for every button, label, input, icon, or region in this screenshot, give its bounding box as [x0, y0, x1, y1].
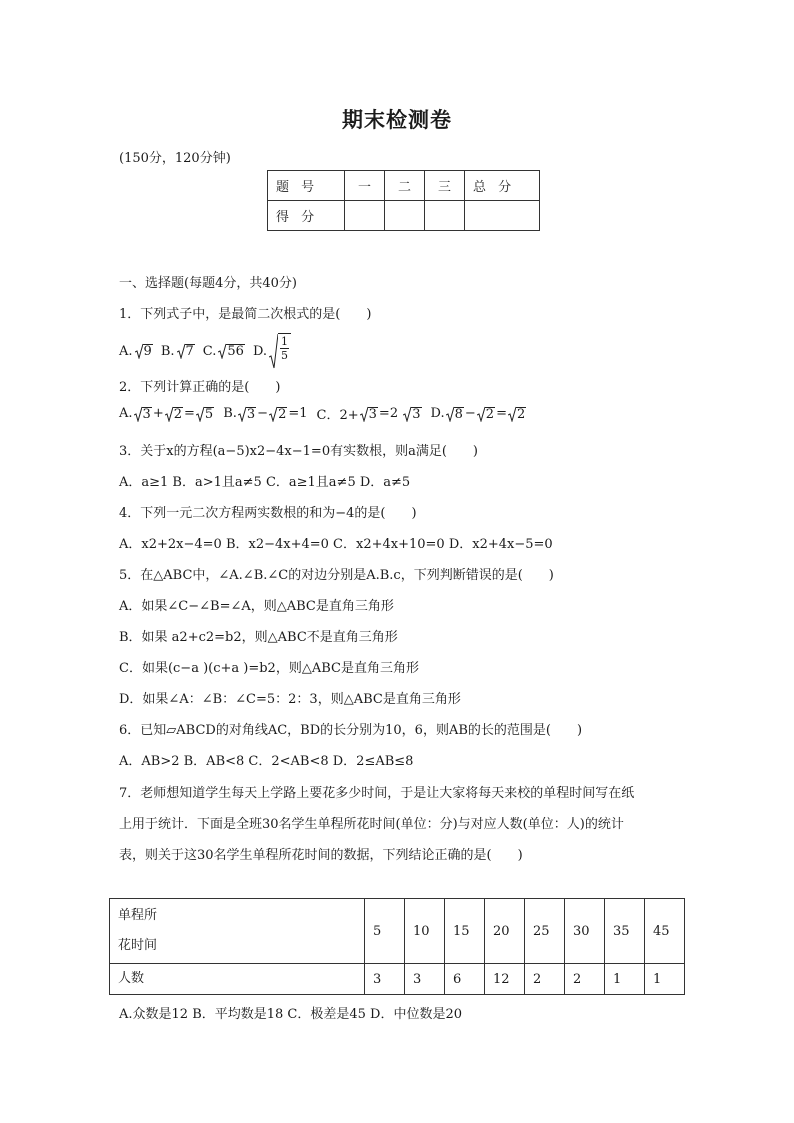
- radical: [238, 406, 256, 422]
- score-cell: 总 分: [465, 171, 540, 201]
- denominator: 5: [281, 349, 289, 362]
- radical-sign-icon: [508, 406, 516, 422]
- radical: [177, 343, 195, 359]
- radical-sign-icon: [135, 343, 143, 359]
- table-row: [110, 899, 685, 964]
- radical: [269, 406, 287, 422]
- score-cell: [425, 201, 465, 231]
- radicand: 9: [143, 344, 152, 359]
- radical: [477, 406, 495, 422]
- section-heading: 一、选择题(每题4分，共40分): [119, 276, 297, 291]
- option-label: B.: [223, 406, 237, 421]
- question-5-stem: 5．在△ABC中，∠A.∠B.∠C的对边分别是A.B.c，下列判断错误的是( ): [119, 568, 554, 583]
- radical-sign-icon: [165, 406, 173, 422]
- question-3-stem: 3．关于x的方程(a−5)x2−4x−1=0有实数根，则a满足( ): [119, 444, 478, 459]
- table-cell: 3: [365, 964, 405, 995]
- radicand: 3: [142, 406, 151, 422]
- operator: =2: [378, 406, 403, 421]
- radical-sign-icon: [403, 406, 411, 422]
- table-cell: 35: [605, 899, 645, 964]
- score-cell: 三: [425, 171, 465, 201]
- table-header-cell: [110, 899, 365, 964]
- question-5-option-d: D．如果∠A：∠B：∠C=5：2：3，则△ABC是直角三角形: [119, 692, 461, 707]
- score-cell: 二: [385, 171, 425, 201]
- radicand: 56: [227, 344, 244, 359]
- radical-sign-icon: [134, 406, 142, 422]
- radical: [134, 406, 152, 422]
- numerator: 1: [281, 335, 289, 348]
- question-4-options: A．x2+2x−4=0 B．x2−4x+4=0 C．x2+4x+10=0 D．x2+4x−5=0: [119, 537, 553, 552]
- score-table: [267, 170, 540, 231]
- header-line: 花时间: [118, 938, 158, 953]
- question-2-options: [119, 404, 526, 423]
- table-cell: 45: [645, 899, 685, 964]
- radicand: 2: [278, 406, 287, 422]
- header-line: 单程所: [118, 908, 158, 923]
- exam-subtitle: (150分，120分钟): [119, 151, 231, 166]
- radicand: 3: [412, 406, 421, 422]
- question-7-options: A.众数是12 B．平均数是18 C．极差是45 D．中位数是20: [119, 1007, 463, 1022]
- table-cell: 3: [405, 964, 445, 995]
- score-cell: 题 号: [268, 171, 345, 201]
- score-cell: [465, 201, 540, 231]
- radical: [165, 406, 183, 422]
- table-cell: 30: [565, 899, 605, 964]
- option-label: C．2+: [316, 408, 359, 423]
- operator: −: [464, 406, 476, 421]
- operator: −: [257, 406, 269, 421]
- radical-sign-icon: [238, 406, 246, 422]
- question-1-stem: 1．下列式子中，是最简二次根式的是( ): [119, 307, 372, 322]
- table-cell: 1: [645, 964, 685, 995]
- operator: +: [152, 406, 164, 421]
- operator: =: [496, 406, 507, 421]
- operator: =: [184, 406, 195, 421]
- score-cell: 得 分: [268, 201, 345, 231]
- radical-sign-icon: [269, 333, 278, 369]
- question-6-stem: 6．已知▱ABCD的对角线AC，BD的长分别为10，6，则AB的长的范围是( ): [119, 723, 583, 738]
- radicand: 2: [485, 406, 495, 422]
- radicand: 8: [454, 406, 463, 422]
- table-cell: 2: [525, 964, 565, 995]
- radical: [196, 406, 214, 422]
- radicand: 2: [516, 406, 526, 422]
- question-6-options: A．AB>2 B．AB<8 C．2<AB<8 D．2≤AB≤8: [119, 754, 414, 769]
- question-7-line-1: 7．老师想知道学生每天上学路上要花多少时间，于是让大家将每天来校的单程时间写在纸: [119, 786, 635, 801]
- question-7-line-3: 表，则关于这30名学生单程所花时间的数据，下列结论正确的是( ): [119, 848, 523, 863]
- question-1-options: [119, 333, 291, 369]
- score-table-row: [268, 201, 540, 231]
- table-row: [110, 964, 685, 995]
- table-cell: 10: [405, 899, 445, 964]
- question-3-options: A．a≥1 B．a>1且a≠5 C．a≥1且a≠5 D．a≠5: [119, 475, 411, 490]
- table-cell: 20: [485, 899, 525, 964]
- commute-time-table: [109, 898, 685, 995]
- table-cell: 15: [445, 899, 485, 964]
- option-label: B.: [160, 343, 175, 359]
- radical-sign-icon: [360, 406, 368, 422]
- radical: [403, 406, 421, 422]
- radical: [508, 406, 526, 422]
- question-5-option-c: C．如果(c−a )(c+a )=b2，则△ABC是直角三角形: [119, 661, 419, 676]
- radical-sign-icon: [196, 406, 204, 422]
- score-cell: [345, 201, 385, 231]
- score-table-row: [268, 171, 540, 201]
- radical-sign-icon: [177, 343, 185, 359]
- option-label: C.: [202, 343, 217, 359]
- radicand: 7: [185, 344, 194, 359]
- operator: =1: [288, 406, 308, 421]
- radical: [218, 343, 245, 359]
- radical-sign-icon: [218, 343, 226, 359]
- table-header-cell: 人数: [110, 964, 365, 995]
- radicand: 3: [368, 406, 377, 422]
- radicand: 3: [246, 406, 256, 422]
- exam-title: 期末检测卷: [342, 107, 452, 132]
- option-label: A.: [119, 406, 133, 421]
- table-cell: 6: [445, 964, 485, 995]
- radical-sign-icon: [477, 406, 485, 422]
- table-cell: 5: [365, 899, 405, 964]
- question-7-line-2: 上用于统计．下面是全班30名学生单程所花时间(单位：分)与对应人数(单位：人)的统计: [119, 817, 624, 832]
- question-5-option-b: B．如果 a2+c2=b2，则△ABC不是直角三角形: [119, 630, 398, 645]
- question-5-option-a: A．如果∠C−∠B=∠A，则△ABC是直角三角形: [119, 599, 394, 614]
- option-label: A.: [119, 343, 133, 359]
- option-label: D.: [430, 406, 445, 421]
- option-label: D.: [252, 343, 268, 359]
- radical-fraction: [269, 333, 291, 369]
- radical-sign-icon: [446, 406, 454, 422]
- table-cell: 1: [605, 964, 645, 995]
- score-cell: 一: [345, 171, 385, 201]
- radical: [135, 343, 153, 359]
- table-cell: 25: [525, 899, 565, 964]
- table-cell: 2: [565, 964, 605, 995]
- question-2-stem: 2．下列计算正确的是( ): [119, 380, 281, 395]
- table-cell: 12: [485, 964, 525, 995]
- radicand: 5: [204, 406, 214, 422]
- radicand: 2: [173, 406, 182, 422]
- radical: [360, 406, 378, 422]
- radical-sign-icon: [269, 406, 277, 422]
- radical: [446, 406, 464, 422]
- score-cell: [385, 201, 425, 231]
- question-4-stem: 4．下列一元二次方程两实数根的和为−4的是( ): [119, 506, 417, 521]
